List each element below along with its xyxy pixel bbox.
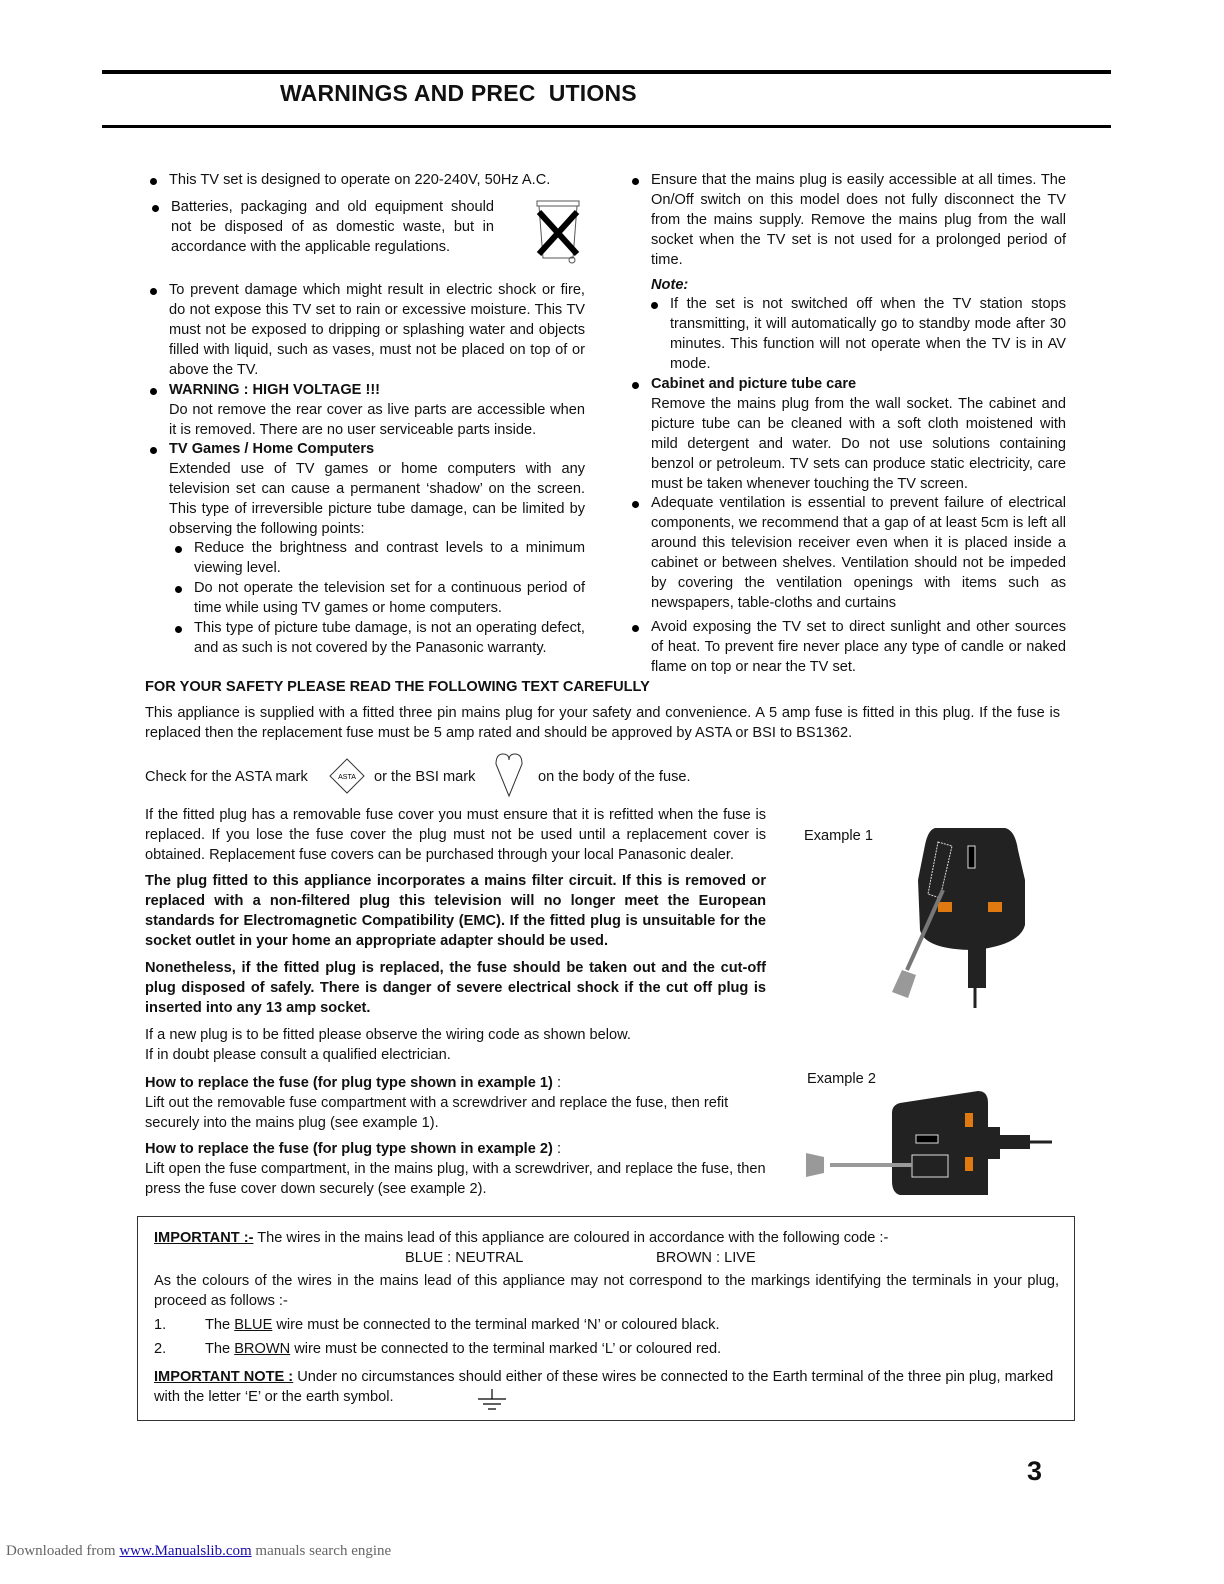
sub-bullet (194, 619, 585, 659)
fuse-marks-line (145, 752, 745, 802)
text: This type of picture tube damage, is not an operating defect, and as such is not covered by the Panasonic warranty. (194, 620, 585, 656)
sub-bullet (194, 539, 585, 579)
page-number: 3 (1027, 1456, 1043, 1486)
text: Extended use of TV games or home computers with any television set can cause a permanent ‘shadow’ on the screen. This type of irreversible picture tube damage, can be limited by observing the following points: (169, 460, 585, 537)
text: Remove the mains plug from the wall socket. The cabinet and picture tube can be cleaned with a soft cloth moistened with mild detergent and water. Do not use solutions containing benzol or petroleum. TV sets can produce static electricity, care must be taken whenever touching the TV screen. (651, 395, 1066, 492)
important-intro (154, 1229, 1054, 1249)
text: Under no circumstances should either of these wires be connected to the Earth terminal of the three pin plug, marked with the letter ‘E’ or the earth symbol. (154, 1369, 1054, 1405)
text: To prevent damage which might result in electric shock or fire, do not expose this TV set to rain or excessive moisture. This TV must not be exposed to dripping or splashing water and objects filled with liquid, such as vases, must not be placed on top of or above the TV. (169, 282, 585, 378)
footer (6, 1542, 391, 1562)
wheelie-bin-crossed-icon (533, 198, 583, 266)
text: Downloaded from (6, 1543, 120, 1559)
number: 2. (154, 1341, 167, 1357)
colon: : (552, 1141, 561, 1157)
heading: How to replace the fuse (for plug type shown in example 2) (145, 1141, 553, 1157)
text: If the set is not switched off when the TV station stops transmitting, it will automatically go to standby mode after 30 minutes. This function will not operate when the TV is in AV mode. (670, 296, 1066, 372)
heading: Cabinet and picture tube care (651, 376, 857, 392)
label: IMPORTANT :- (154, 1230, 254, 1246)
text: Do not remove the rear cover as live parts are accessible when it is removed. There are no user serviceable parts inside. (169, 401, 585, 438)
top-rule (102, 70, 1111, 74)
cutoff-paragraph: Nonetheless, if the fitted plug is replaced, the fuse should be taken out and the cut-off plug disposed of safely. There is danger of severe electrical shock if the cut off plug is inserted into any 13 amp socket. (145, 960, 766, 1016)
colour: BROWN (234, 1341, 291, 1357)
number: 1. (154, 1317, 167, 1333)
plug-example1-illustration (880, 820, 1040, 1010)
bsi-kitemark-icon (493, 752, 525, 798)
text: Batteries, packaging and old equipment should not be disposed of as domestic waste, but in accordance with the applicable regulations. (171, 199, 494, 255)
colon: : (552, 1075, 561, 1091)
post: wire must be connected to the terminal marked ‘N’ or coloured black. (272, 1317, 720, 1333)
bullet-heat (651, 618, 1066, 678)
text: Reduce the brightness and contrast levels to a minimum viewing level. (194, 540, 585, 576)
blue-neutral: BLUE : NEUTRAL (405, 1250, 524, 1266)
bullet-voltage (169, 171, 589, 191)
safety-heading: FOR YOUR SAFETY PLEASE READ THE FOLLOWING TEXT CAREFULLY (145, 679, 650, 695)
fuse-paragraph: This appliance is supplied with a fitted three pin mains plug for your safety and convenience. A 5 amp fuse is fitted in this plug. If the fuse is replaced then the replacement fuse must be 5 amp rated and should be approved by ASTA or BSI to BS1362. (145, 705, 1060, 741)
text: on the body of the fuse. (538, 769, 691, 785)
text: Check for the ASTA mark (145, 769, 308, 785)
example1-instructions (145, 1074, 775, 1134)
svg-text:ASTA: ASTA (338, 774, 356, 781)
text: Avoid exposing the TV set to direct sunlight and other sources of heat. To prevent fire never place any type of candle or naked flame on top or near the TV set. (651, 619, 1066, 675)
brown-live: BROWN : LIVE (656, 1250, 756, 1266)
note-heading: Note: (651, 277, 689, 293)
filter-paragraph: The plug fitted to this appliance incorporates a mains filter circuit. If this is removed or replaced with a non-filtered plug this television will no longer meet the European standards for Electromagnetic Compatibility (EMC). If the fitted plug is unsuitable for the socket outlet in your home an appropriate adapter should be used. (145, 873, 766, 949)
example1-label: Example 1 (804, 828, 873, 844)
pre: The (205, 1341, 235, 1357)
example2-label: Example 2 (807, 1071, 876, 1087)
post: wire must be connected to the terminal marked ‘L’ or coloured red. (290, 1341, 722, 1357)
wiring-item (154, 1340, 722, 1360)
important-note (154, 1368, 1059, 1408)
bullet-high-voltage (169, 381, 585, 441)
title-rule (102, 125, 1111, 128)
bullet-mains-plug (651, 171, 1066, 271)
electrician-text: If in doubt please consult a qualified electrician. (145, 1047, 451, 1063)
bullet-ventilation (651, 494, 1066, 613)
text: or the BSI mark (374, 769, 476, 785)
bullet-cabinet-care (651, 375, 1066, 494)
heading: How to replace the fuse (for plug type shown in example 1) (145, 1075, 553, 1091)
text: Lift open the fuse compartment, in the mains plug, with a screwdriver, and replace the fuse, then press the fuse cover down securely (see example 2). (145, 1160, 766, 1197)
text: Lift out the removable fuse compartment with a screwdriver and replace the fuse, then refit securely into the mains plug (see example 1). (145, 1094, 729, 1131)
text: Ensure that the mains plug is easily accessible at all times. The On/Off switch on this model does not fully disconnect the TV from the mains supply. Remove the mains plug from the wall socket when the TV set is not used for a prolonged period of time. (651, 172, 1066, 268)
sub-bullet (194, 579, 585, 619)
text (205, 1340, 721, 1360)
text: Do not operate the television set for a continuous period of time while using TV games or home computers. (194, 580, 585, 616)
important-paragraph: As the colours of the wires in the mains lead of this appliance may not correspond to the markings identifying the terminals in your plug, proceed as follows :- (154, 1273, 1059, 1309)
note-bullet (670, 295, 1066, 375)
text (205, 1316, 720, 1336)
text: The wires in the mains lead of this appliance are coloured in accordance with the following code :- (253, 1230, 889, 1246)
example2-instructions (145, 1140, 775, 1200)
bullet-moisture (169, 281, 585, 381)
label: IMPORTANT NOTE : (154, 1369, 294, 1385)
asta-mark-icon (328, 757, 366, 795)
earth-symbol-icon (476, 1387, 508, 1413)
heading: WARNING : HIGH VOLTAGE !!! (169, 382, 381, 398)
important-wiring-box (137, 1216, 1075, 1421)
bullet-tv-games (169, 440, 585, 540)
wiring-text: If a new plug is to be fitted please observe the wiring code as shown below. (145, 1027, 631, 1043)
bullet-disposal (171, 198, 494, 258)
pre: The (205, 1317, 235, 1333)
text: Adequate ventilation is essential to prevent failure of electrical components, we recommend that a gap of at least 5cm is left all around this television receiver even when it is placed inside a cabinet or between shelves. Ventilation should not be impeded by covering the ventilation openings with items such as newspapers, table-cloths and curtains (651, 495, 1066, 611)
wiring-item (154, 1316, 720, 1336)
heading: TV Games / Home Computers (169, 441, 375, 457)
page-title: WARNINGS AND PREC UTIONS (280, 80, 637, 106)
fuse-cover-paragraph: If the fitted plug has a removable fuse cover you must ensure that it is refitted when the fuse is replaced. If you lose the fuse cover the plug must not be used until a replacement cover is obtained. Replacement fuse covers can be purchased through your local Panasonic dealer. (145, 807, 766, 863)
manualslib-link[interactable]: www.Manualslib.com (119, 1543, 252, 1559)
text: This TV set is designed to operate on 220-240V, 50Hz A.C. (169, 172, 551, 188)
text: manuals search engine (251, 1543, 392, 1559)
plug-example2-illustration (800, 1085, 1060, 1200)
colour: BLUE (234, 1317, 273, 1333)
